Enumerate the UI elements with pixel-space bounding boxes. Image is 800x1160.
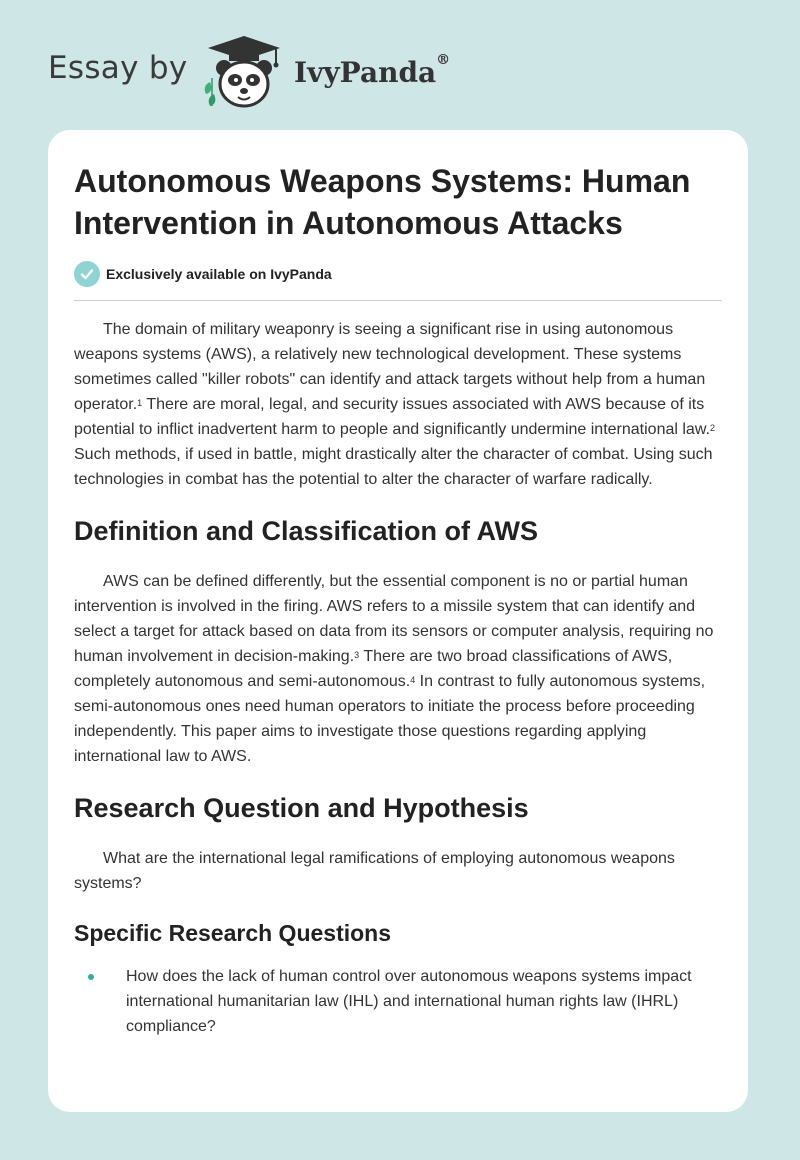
exclusive-badge [74, 260, 722, 288]
definition-paragraph: AWS can be defined differently, but the essential component is no or partial human intervention is involved in the firing. AWS refers to a missile system that can identify and select a target for attack based on data from its sensors or computer analysis, requiring no human involvement in decision-making.$^3$ There are two broad classifications of AWS, completely autonomous and semi-autonomous.$^4$ In contrast to fully autonomous systems, semi-autonomous ones need human operators to initiate the process before proceeding independently. This paper aims to investigate those questions regarding applying international law to AWS. [74, 573, 714, 765]
check-icon [74, 261, 100, 287]
research-question-paragraph: What are the international legal ramifications of employing autonomous weapons systems? [74, 850, 675, 892]
section-heading-research-question: Research Question and Hypothesis [74, 793, 529, 823]
panda-graduate-icon [200, 34, 288, 110]
exclusive-badge-label: Exclusively available on IvyPanda [106, 266, 332, 282]
footnote-ref[interactable]: 3 [354, 650, 360, 660]
intro-paragraph: The domain of military weaponry is seeing a significant rise in using autonomous weapons systems (AWS), a relatively new technological development. These systems sometimes called "killer robots" can identify and attack targets without help from a human operator.$^1$ There are moral, legal, and security issues associated with AWS because of its potential to inflict inadvertent harm to people and significantly undermine international law.$^2$ Such methods, if used in battle, might drastically alter the character of combat. Using such technologies in combat has the potential to alter the character of warfare radically. [74, 321, 715, 488]
registered-mark: ® [436, 52, 451, 68]
section-heading-specific-questions: Specific Research Questions [74, 920, 392, 946]
essay-card [48, 130, 748, 1112]
bullet-icon [88, 974, 94, 980]
list-item: How does the lack of human control over autonomous weapons systems impact international humanitarian law (IHL) and international human rights law (IHRL) compliance? [74, 964, 722, 1039]
footnote-ref[interactable]: 1 [137, 398, 143, 408]
divider [74, 300, 722, 301]
essay-title: Autonomous Weapons Systems: Human Intervention in Autonomous Attacks [74, 163, 691, 241]
footnote-ref[interactable]: 4 [410, 675, 416, 685]
site-header [48, 34, 548, 114]
essay-by-label: Essay by [48, 50, 188, 86]
research-questions-list [74, 964, 722, 1039]
brand-name[interactable]: IvyPanda® [294, 52, 451, 89]
section-heading-definition: Definition and Classification of AWS [74, 516, 539, 546]
footnote-ref[interactable]: 2 [709, 423, 715, 433]
